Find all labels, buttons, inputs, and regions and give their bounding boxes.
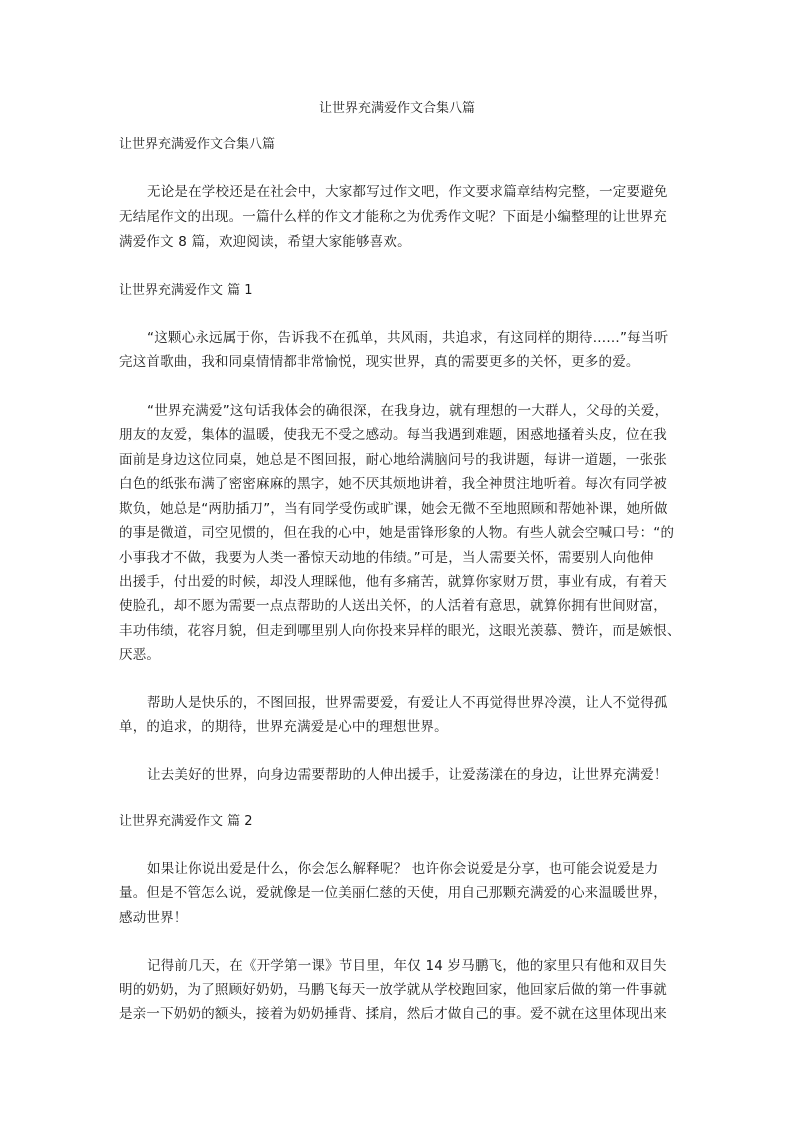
- document-subtitle: 让世界充满爱作文合集八篇: [119, 137, 276, 152]
- paragraph-line: 出援手，付出爱的时候，却没人理睬他，他有多痛苦，就算你家财万贯，事业有成，有着天: [119, 574, 667, 590]
- paragraph-line: 使脸孔，却不愿为需要一点点帮助的人送出关怀，的人活着有意思，就算你拥有世间财富，: [119, 598, 667, 614]
- paragraph-line: 欺负，她总是“两肋插刀”，当有同学受伤或旷课，她会无微不至地照顾和帮她补课，她所做: [119, 501, 668, 517]
- paragraph-line: 量。但是不管怎么说，爱就像是一位美丽仁慈的天使，用自己那颗充满爱的心来温暖世界，: [119, 885, 667, 901]
- document-title: 让世界充满爱作文合集八篇: [318, 101, 475, 116]
- paragraph-line: 是亲一下奶奶的额头，接着为奶奶捶背、揉肩，然后才做自己的事。爱不就在这里体现出来: [119, 1006, 667, 1022]
- paragraph-line: “这颗心永远属于你，告诉我不在孤单，共风雨，共追求，有这同样的期待……”每当听: [147, 330, 669, 346]
- paragraph-line: 面前是身边这位同桌，她总是不图回报，耐心地给满脑问号的我讲题，每讲一道题，一张张: [119, 452, 667, 468]
- paragraph-line: 帮助人是快乐的，不图回报，世界需要爱，有爱让人不再觉得世界冷漠，让人不觉得孤: [147, 695, 668, 711]
- paragraph-line: 感动世界！: [119, 910, 188, 926]
- paragraph-line: 如果让你说出爱是什么，你会怎么解释呢？ 也许你会说爱是分享，也可能会说爱是力: [147, 861, 659, 877]
- paragraph-line: 完这首歌曲，我和同桌情情都非常愉悦，现实世界，真的需要更多的关怀，更多的爱。: [119, 354, 640, 370]
- paragraph-line: 白色的纸张布满了密密麻麻的黑字，她不厌其烦地讲着，我全神贯注地听着。每次有同学被: [119, 476, 667, 492]
- section-heading-1: 让世界充满爱作文 篇 1: [119, 283, 253, 298]
- paragraph-line: 小事我才不做，我要为人类一番惊天动地的伟绩。”可是，当人需要关怀，需要别人向他伸: [119, 550, 654, 566]
- paragraph-line: 朋友的友爱，集体的温暖，使我无不受之感动。每当我遇到难题，困惑地搔着头皮，位在我: [119, 427, 667, 443]
- paragraph-line: “世界充满爱”这句话我体会的确很深，在我身边，就有理想的一大群人，父母的关爱，: [147, 403, 669, 419]
- paragraph-line: 明的奶奶，为了照顾好奶奶，马鹏飞每天一放学就从学校跑回家，他回家后做的第一件事就: [119, 982, 667, 998]
- paragraph-line: 厌恶。: [119, 647, 161, 663]
- intro-line: 无结尾作文的出现。一篇什么样的作文才能称之为优秀作文呢？下面是小编整理的让世界充: [119, 209, 667, 225]
- intro-line: 满爱作文 8 篇，欢迎阅读，希望大家能够喜欢。: [119, 234, 411, 250]
- intro-line: 无论是在学校还是在社会中，大家都写过作文吧，作文要求篇章结构完整，一定要避免: [147, 184, 668, 200]
- paragraph-line: 让去美好的世界，向身边需要帮助的人伸出援手，让爱荡漾在的身边，让世界充满爱！: [147, 767, 668, 783]
- paragraph-line: 记得前几天，在《开学第一课》节目里，年仅 14 岁马鹏飞，他的家里只有他和双目失: [147, 958, 667, 974]
- paragraph-line: 丰功伟绩，花容月貌，但走到哪里别人向你投来异样的眼光，这眼光羡慕、赞许，而是嫉恨、: [119, 623, 681, 639]
- paragraph-line: 的事是微道，司空见惯的，但在我的心中，她是雷锋形象的人物。有些人就会空喊口号：“的: [119, 525, 675, 541]
- paragraph-line: 单，的追求，的期待，世界充满爱是心中的理想世界。: [119, 719, 448, 735]
- section-heading-2: 让世界充满爱作文 篇 2: [119, 814, 253, 829]
